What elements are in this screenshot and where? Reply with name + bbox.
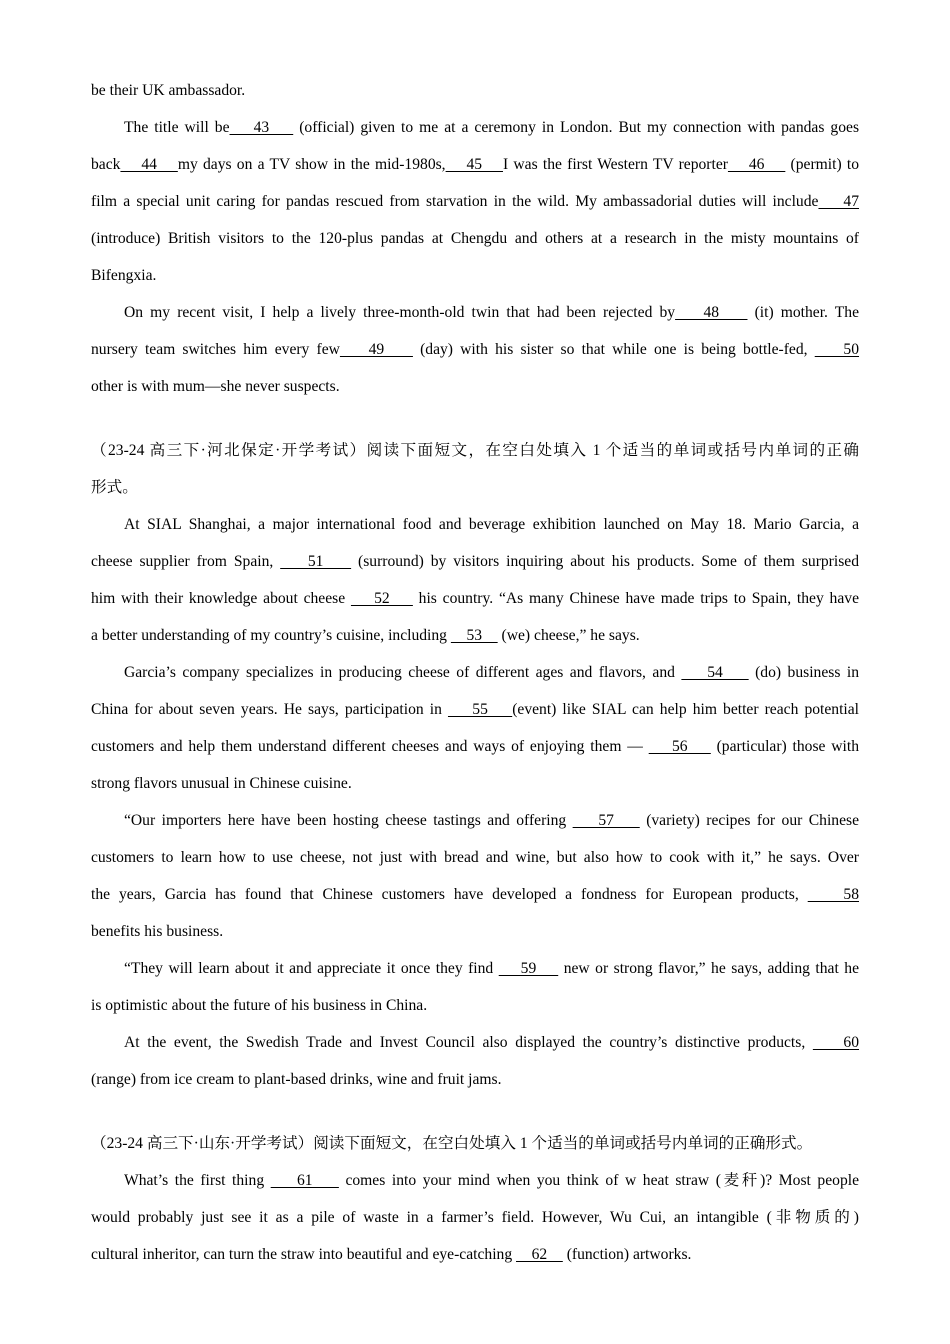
text-segment: (official) given to me at a ceremony in London. But my connection with pandas goes [293,119,860,136]
text-line [91,876,859,913]
text-line [91,368,859,405]
text-line [91,654,859,691]
text-segment: At SIAL Shanghai, a major international food and beverage exhibition launched on May 18. Mario Garcia, a [124,516,859,533]
answer-blank: 45 [445,156,503,173]
text-segment: (variety) recipes for our Chinese [639,812,859,829]
answer-blank: 57 [572,812,640,829]
text-line [91,950,859,987]
text-segment: strong flavors unusual in Chinese cuisine. [91,775,352,792]
answer-blank: 59 [498,960,559,977]
text-line [91,331,859,368]
text-segment: be their UK ambassador. [91,82,246,99]
text-line [91,146,859,183]
text-line [91,765,859,802]
answer-blank: 53 [450,627,498,644]
text-line [91,1061,859,1098]
text-segment: would probably just see it as a pile of waste in a farmer’s field. However, Wu Cui, an intangible (非物质的) [91,1209,859,1226]
text-line [91,109,859,146]
text-segment: The title will be [124,119,230,136]
text-segment: customers and help them understand different cheeses and ways of enjoying them — [91,738,649,755]
text-segment: At the event, the Swedish Trade and Invest Council also displayed the country’s distinctive products, [124,1034,813,1051]
passage-2 [91,432,859,1098]
text-line [91,802,859,839]
text-segment: (it) mother. The [747,304,860,321]
text-segment: (surround) by visitors inquiring about his products. Some of them surprised [351,553,859,570]
text-line [91,1236,859,1273]
answer-blank: 46 [727,156,786,173]
text-line [91,691,859,728]
text-segment: (particular) those with [710,738,860,755]
text-segment: a better understanding of my country’s cuisine, including [91,627,451,644]
answer-blank: 52 [350,590,413,607]
answer-blank: 51 [280,553,352,570]
text-segment: cheese supplier from Spain, [91,553,281,570]
text-segment: (permit) to [785,156,859,173]
answer-blank: 56 [648,738,711,755]
text-segment: I was the first Western TV reporter [502,156,728,173]
answer-blank: 43 [229,119,294,136]
section-header: （23-24 高三下·山东·开学考试）阅读下面短文，在空白处填入 1 个适当的单词或括号内单词的正确形式。 [91,1135,813,1152]
section-header: （23-24 高三下·河北保定·开学考试）阅读下面短文，在空白处填入 1 个适当的单词或括号内单词的正确 [91,442,859,459]
text-segment: film a special unit caring for pandas rescued from starvation in the wild. My ambassadorial duties will include [91,193,819,210]
answer-blank: 48 [675,304,748,321]
text-segment: cultural inheritor, can turn the straw into beautiful and eye-catching [91,1246,517,1263]
text-segment: his country. “As many Chinese have made trips to Spain, they have [412,590,859,607]
text-line [91,506,859,543]
document-page [91,72,859,1273]
text-line [91,1199,859,1236]
text-line [91,72,859,109]
text-line [91,913,859,950]
text-segment: the years, Garcia has found that Chinese customers have developed a fondness for European products, [91,886,808,903]
text-segment: (event) like SIAL can help him better reach potential [512,701,860,718]
text-segment: (day) with his sister so that while one is being bottle-fed, [412,341,815,358]
text-segment: benefits his business. [91,923,224,940]
text-segment: is optimistic about the future of his business in China. [91,997,428,1014]
text-segment: (range) from ice cream to plant-based drinks, wine and fruit jams. [91,1071,502,1088]
text-segment: What’s the first thing [124,1172,271,1189]
text-segment: nursery team switches him every few [91,341,340,358]
passage-1 [91,72,859,405]
text-segment: back [91,156,121,173]
section-header-cont: 形式。 [91,479,138,496]
text-segment: China for about seven years. He says, participation in [91,701,448,718]
text-segment: Garcia’s company specializes in producing cheese of different ages and flavors, and [124,664,682,681]
text-segment: (introduce) British visitors to the 120-plus pandas at Chengdu and others at a research in the misty mountains of [91,230,859,247]
text-segment: (function) artworks. [562,1246,692,1263]
text-segment: “They will learn about it and appreciate it once they find [124,960,499,977]
answer-blank: 50 [814,341,860,358]
answer-blank: 55 [447,701,513,718]
text-line [91,220,859,257]
text-line [91,183,859,220]
text-line [91,294,859,331]
section-spacer [91,1098,859,1125]
text-segment: comes into your mind when you think of w heat straw (麦秆)? Most people [338,1172,859,1189]
answer-blank: 47 [818,193,860,210]
text-line [91,728,859,765]
text-line [91,617,859,654]
text-segment: other is with mum—she never suspects. [91,378,340,395]
answer-blank: 60 [812,1034,860,1051]
text-segment: new or strong flavor,” he says, adding that he [558,960,860,977]
text-line [91,1024,859,1061]
section-spacer [91,405,859,432]
passage-3 [91,1125,859,1273]
text-segment: “Our importers here have been hosting cheese tastings and offering [124,812,573,829]
text-line [91,257,859,294]
text-line [91,1162,859,1199]
text-segment: Bifengxia. [91,267,157,284]
answer-blank: 54 [681,664,749,681]
text-segment: (we) cheese,” he says. [497,627,640,644]
text-segment: customers to learn how to use cheese, not just with bread and wine, but also how to cook with it,” he says. Over [91,849,859,866]
answer-blank: 44 [120,156,178,173]
answer-blank: 58 [807,886,859,903]
text-line [91,543,859,580]
answer-blank: 62 [516,1246,563,1263]
text-segment: On my recent visit, I help a lively three-month-old twin that had been rejected by [124,304,676,321]
text-segment: him with their knowledge about cheese [91,590,351,607]
text-line [91,839,859,876]
text-line [91,580,859,617]
text-segment: (do) business in [748,664,859,681]
text-segment: my days on a TV show in the mid-1980s, [177,156,446,173]
text-line [91,987,859,1024]
answer-blank: 49 [339,341,413,358]
answer-blank: 61 [270,1172,339,1189]
